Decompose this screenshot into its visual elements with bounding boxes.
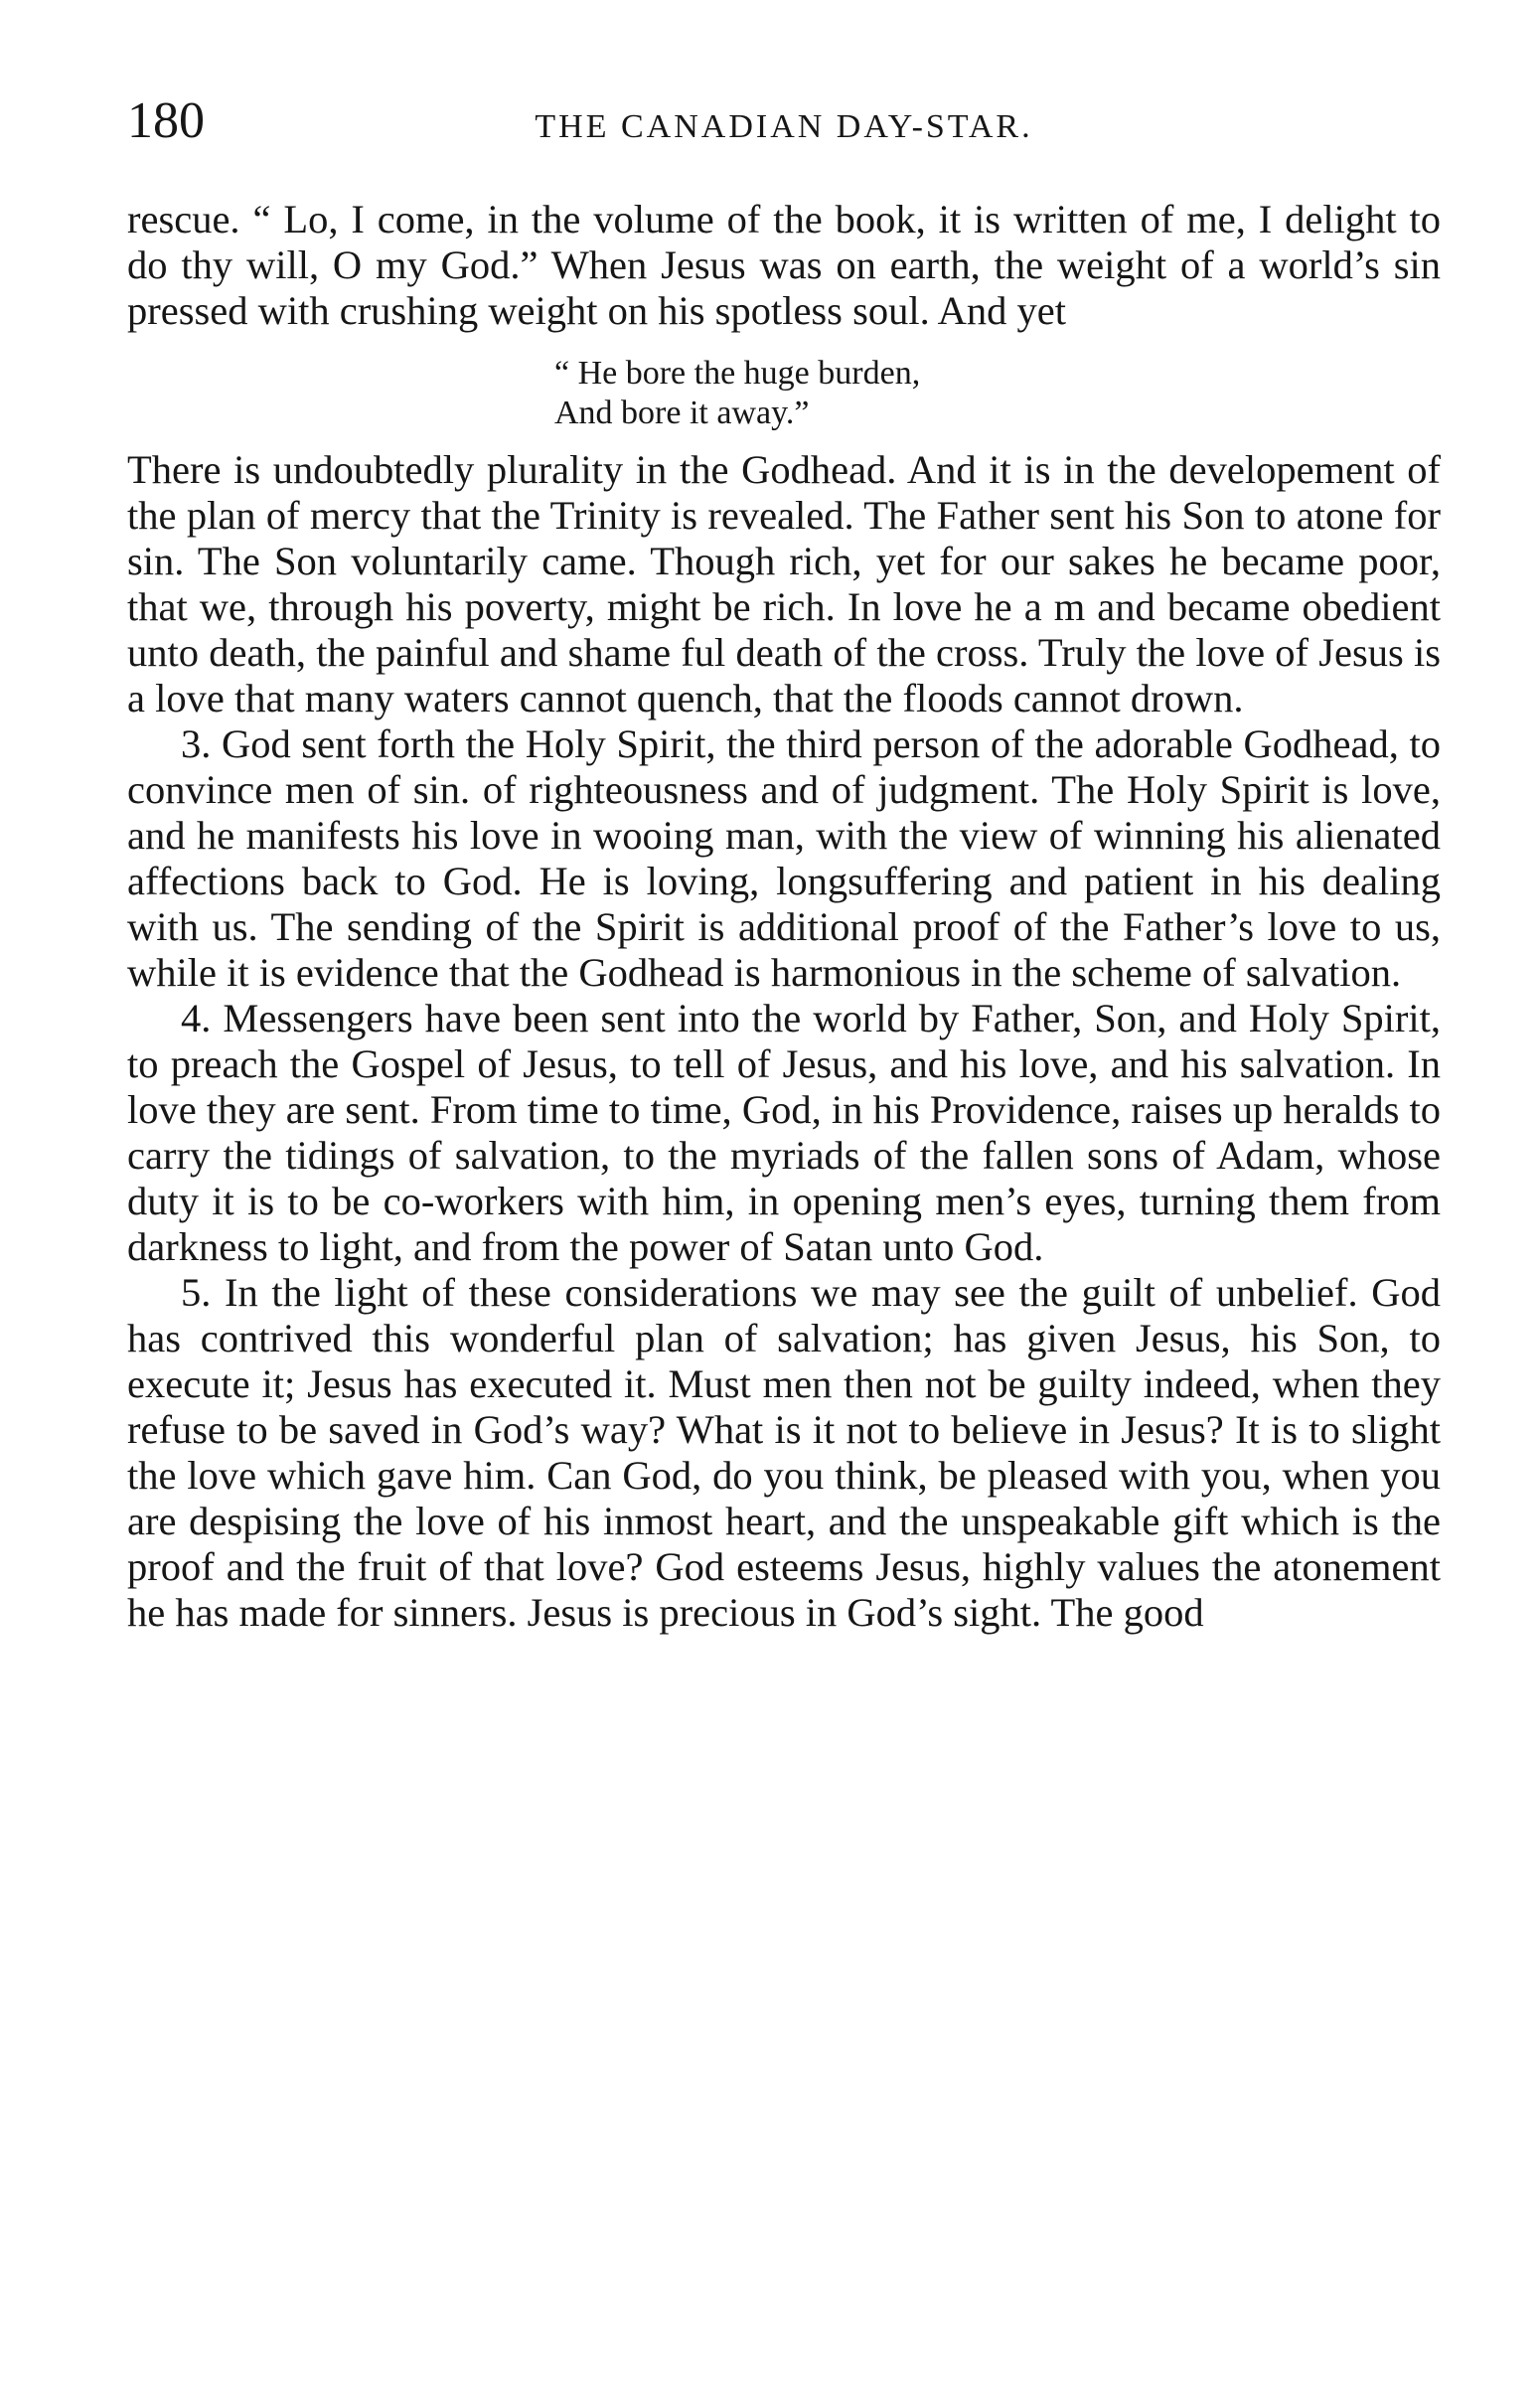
page-number: 180 (127, 92, 205, 149)
paragraph-rescue: rescue. “ Lo, I come, in the volume of the book, it is written of me, I delight to do thy will, O my God.” When Jesus was on earth, the weight of a world’s sin pressed with crushing weight on his spotless soul. And yet (127, 197, 1441, 333)
paragraph-point-5: 5. In the light of these considerations we may see the guilt of unbelief. God has contrived this wonderful plan of salvation; has given Jesus, his Son, to execute it; Jesus has executed it. Must men then not be guilty indeed, when they refuse to be saved in God’s way? What is it not to believe in Jesus? It is to slight the love which gave him. Can God, do you think, be pleased with you, when you are despising the love of his inmost heart, and the unspeakable gift which is the proof and the fruit of that love? God esteems Jesus, highly values the atonement he has made for sinners. Jesus is precious in God’s sight. The good (127, 1270, 1441, 1635)
verse-line-2: And bore it away.” (554, 395, 810, 431)
paragraph-plurality: There is undoubtedly plurality in the Godhead. And it is in the developement of the plan of mercy that the Trinity is revealed. The Father sent his Son to atone for sin. The Son voluntarily came. Though rich, yet for our sakes he became poor, that we, through his poverty, might be rich. In love he a m and became obedient unto death, the painful and shame ful death of the cross. Truly the love of Jesus is a love that many waters cannot quench, that the floods cannot drown. (127, 447, 1441, 720)
verse-line-1: “ He bore the huge burden, (554, 355, 921, 392)
verse-quote (127, 354, 1441, 433)
running-title: THE CANADIAN DAY-STAR. (535, 108, 1033, 145)
paragraph-point-3: 3. God sent forth the Holy Spirit, the third person of the adorable Godhead, to convince men of sin. of righteousness and of judgment. The Holy Spirit is love, and he manifests his love in wooing man, with the view of winning his alienated affections back to God. He is loving, longsuffering and patient in his dealing with us. The sending of the Spirit is additional proof of the Father’s love to us, while it is evidence that the Godhead is harmonious in the scheme of salvation. (127, 721, 1441, 995)
page-body (127, 197, 1441, 1636)
paragraph-point-4: 4. Messengers have been sent into the world by Father, Son, and Holy Spirit, to preach the Gospel of Jesus, to tell of Jesus, and his love, and his salvation. In love they are sent. From time to time, God, in his Providence, raises up heralds to carry the tidings of salvation, to the myriads of the fallen sons of Adam, whose duty it is to be co-workers with him, in opening men’s eyes, turning them from darkness to light, and from the power of Satan unto God. (127, 996, 1441, 1269)
page-header (127, 91, 1441, 161)
